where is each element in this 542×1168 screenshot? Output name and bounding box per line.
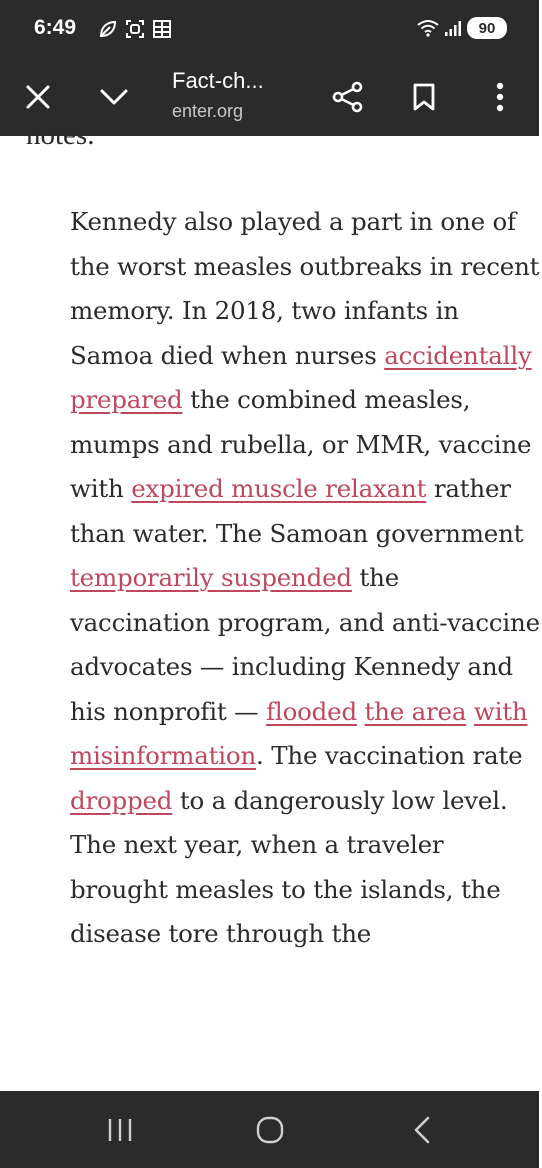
minimize-button[interactable]: [90, 58, 138, 136]
chevron-down-icon: [99, 87, 129, 107]
article-text: the combined measles, mumps and rubella, or MMR, vaccine with: [70, 385, 532, 503]
link-with-misinformation[interactable]: with misinformation: [70, 696, 528, 770]
system-nav-bar: [0, 1091, 539, 1168]
recents-button[interactable]: [80, 1091, 160, 1168]
more-options-button[interactable]: [476, 58, 524, 136]
back-button[interactable]: [382, 1091, 462, 1168]
page-url: enter.org: [172, 101, 244, 121]
share-icon: [332, 81, 364, 113]
previous-paragraph-fragment: notes.: [26, 119, 95, 151]
article-text: [357, 697, 365, 726]
grid-app-icon: [152, 19, 172, 39]
more-vert-icon: [495, 82, 505, 112]
share-button[interactable]: [324, 58, 372, 136]
web-content[interactable]: [0, 119, 540, 1091]
status-bar: [0, 0, 539, 58]
signal-icon: [444, 19, 462, 37]
article-text: Kennedy also played a part in one of the worst measles outbreaks in recent memory. In 2018, two infants in Samoa died when nurses: [70, 207, 540, 370]
link-dropped[interactable]: dropped: [70, 785, 173, 815]
link-temporarily-suspended[interactable]: temporarily suspended: [70, 563, 352, 592]
article-text: rather than water. The Samoan government: [70, 474, 524, 548]
screen-record-icon: [125, 19, 145, 39]
bookmark-icon: [412, 82, 436, 112]
battery-icon: 90: [467, 17, 507, 39]
article-text: the vaccination program, and anti-vaccine advocates — including Kennedy and his nonprofit —: [70, 563, 540, 726]
article-paragraph: [70, 200, 542, 957]
close-icon: [25, 84, 51, 110]
link-the-area[interactable]: the area: [364, 696, 467, 726]
recents-icon: [106, 1117, 134, 1143]
link-expired-muscle-relaxant[interactable]: expired muscle relaxant: [131, 474, 427, 503]
page-info[interactable]: [172, 66, 322, 124]
status-time: 6:49: [34, 16, 77, 39]
system-icons: [417, 17, 507, 39]
back-icon: [412, 1115, 432, 1145]
bookmark-button[interactable]: [400, 58, 448, 136]
link-accidentally-prepared[interactable]: accidentally prepared: [70, 340, 532, 414]
leaf-icon: [98, 19, 118, 39]
article-text: to a dangerously low level. The next year, when a traveler brought measles to the islands, the disease tore through the: [70, 785, 508, 948]
notification-icons: [98, 19, 172, 39]
article-text: [466, 697, 474, 726]
article-text: . The vaccination rate: [256, 741, 523, 770]
wifi-icon: [417, 19, 439, 37]
home-button[interactable]: [230, 1091, 310, 1168]
link-flooded[interactable]: flooded: [266, 696, 357, 726]
home-icon: [256, 1116, 284, 1144]
page-title: Fact-ch...: [172, 68, 264, 93]
